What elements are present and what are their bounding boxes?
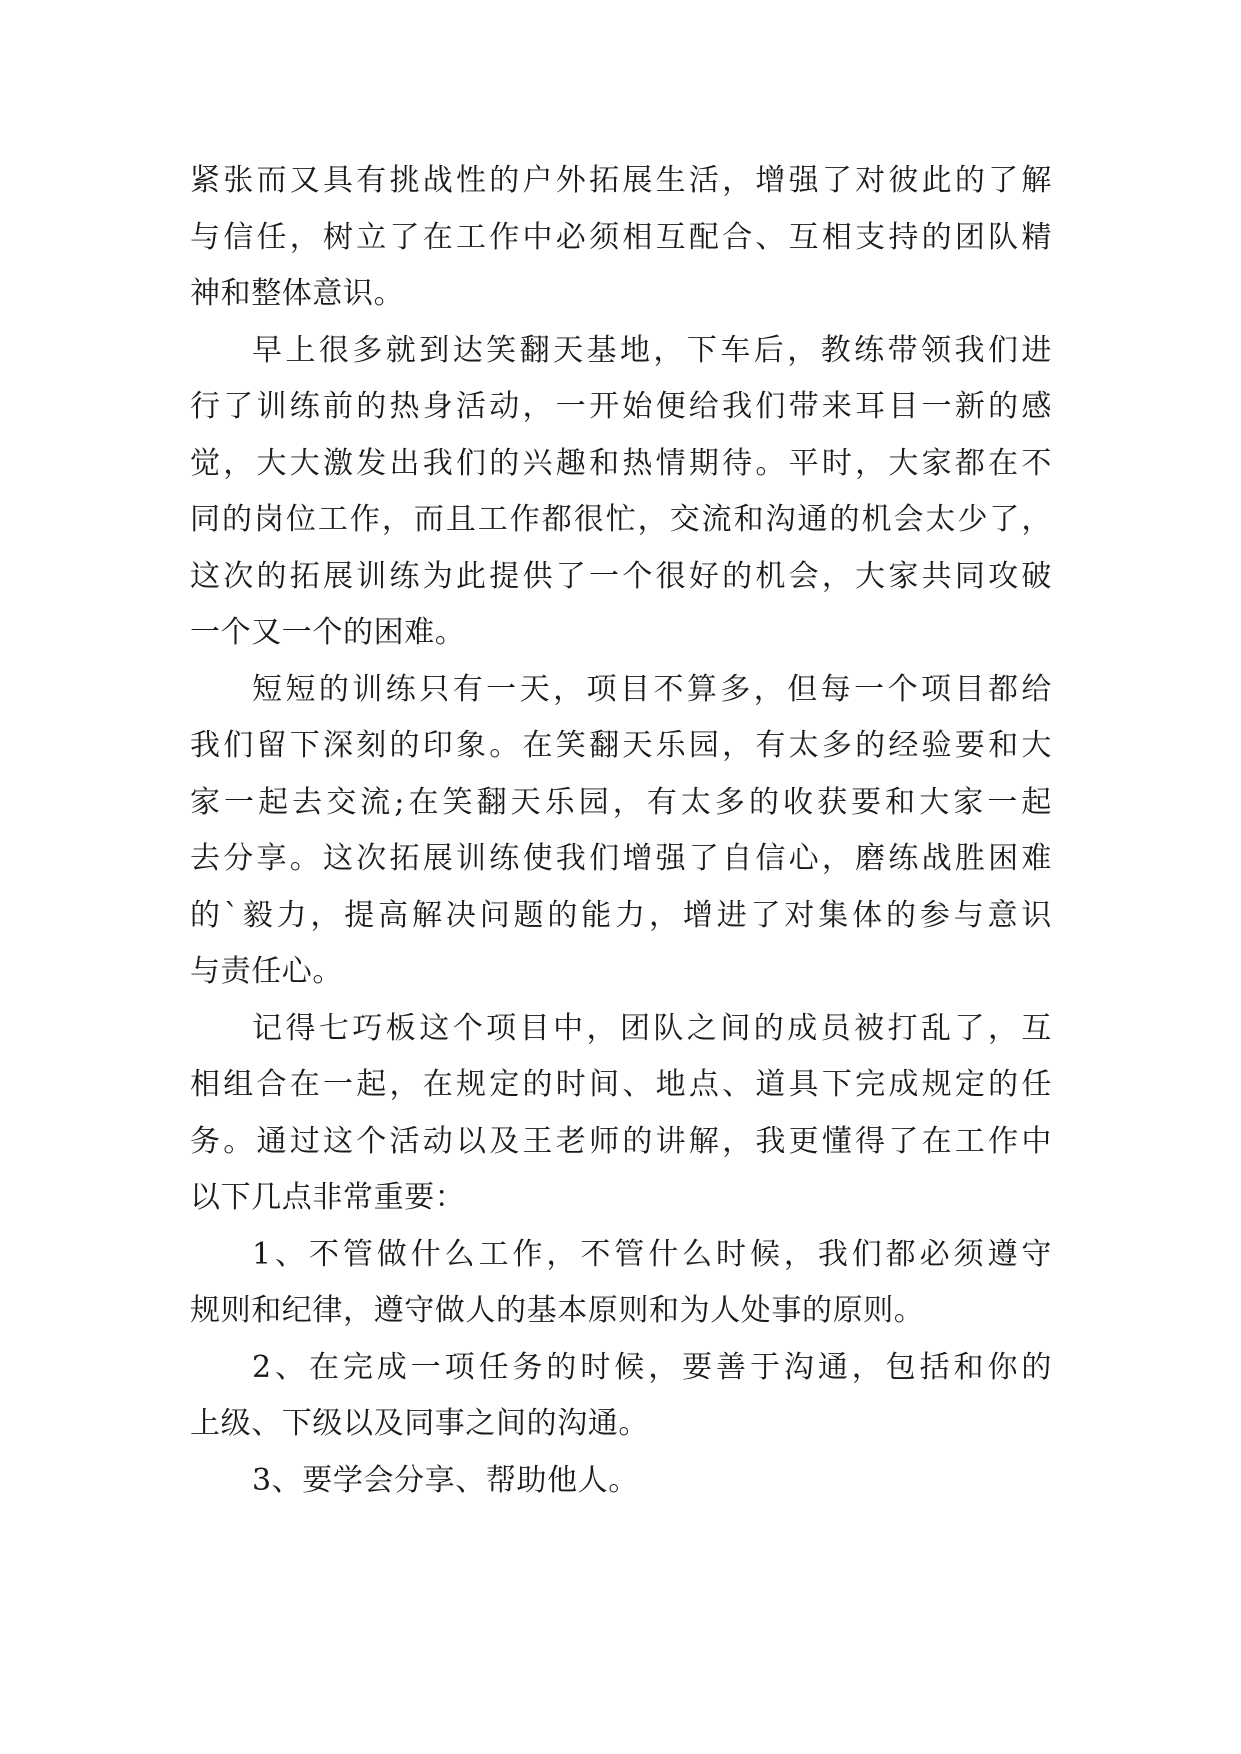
paragraph-line: 上级、下级以及同事之间的沟通。 <box>190 1406 649 1441</box>
paragraph-line: 1、不管做什么工作，不管什么时候，我们都必须遵守 <box>252 1236 1052 1272</box>
paragraph-line: 早上很多就到达笑翻天基地，下车后，教练带领我们进 <box>252 332 1052 368</box>
paragraph-line: 这次的拓展训练为此提供了一个很好的机会，大家共同攻破 <box>190 558 1052 594</box>
paragraph-2 <box>190 323 1052 662</box>
paragraph-line: 的`毅力，提高解决问题的能力，增进了对集体的参与意识 <box>190 897 1052 933</box>
paragraph-line: 与信任，树立了在工作中必须相互配合、互相支持的团队精 <box>190 219 1052 255</box>
paragraph-line: 规则和纪律，遵守做人的基本原则和为人处事的原则。 <box>190 1293 925 1328</box>
paragraph-line: 行了训练前的热身活动，一开始便给我们带来耳目一新的感 <box>190 389 1052 424</box>
paragraph-line: 同的岗位工作，而且工作都很忙，交流和沟通的机会太少了， <box>190 502 1052 537</box>
paragraph-line: 与责任心。 <box>190 954 343 989</box>
paragraph-line: 2、在完成一项任务的时候，要善于沟通，包括和你的 <box>252 1349 1052 1385</box>
paragraph-5 <box>190 1227 1052 1340</box>
paragraph-line: 务。通过这个活动以及王老师的讲解，我更懂得了在工作中 <box>190 1123 1052 1159</box>
paragraph-6 <box>190 1340 1052 1453</box>
paragraph-line: 紧张而又具有挑战性的户外拓展生活，增强了对彼此的了解 <box>190 163 1052 198</box>
paragraph-line: 以下几点非常重要： <box>190 1180 466 1215</box>
paragraph-line: 短短的训练只有一天，项目不算多，但每一个项目都给 <box>252 671 1052 707</box>
paragraph-line: 记得七巧板这个项目中，团队之间的成员被打乱了，互 <box>252 1010 1052 1046</box>
paragraph-7 <box>190 1453 1052 1510</box>
paragraph-4 <box>190 1001 1052 1227</box>
paragraph-line: 相组合在一起，在规定的时间、地点、道具下完成规定的任 <box>190 1067 1052 1102</box>
paragraph-1 <box>190 153 1052 323</box>
paragraph-line: 觉，大大激发出我们的兴趣和热情期待。平时，大家都在不 <box>190 445 1052 481</box>
paragraph-3 <box>190 662 1052 1001</box>
paragraph-line: 我们留下深刻的印象。在笑翻天乐园，有太多的经验要和大 <box>190 728 1052 763</box>
paragraph-line: 家一起去交流;在笑翻天乐园，有太多的收获要和大家一起 <box>190 784 1052 820</box>
paragraph-line: 3、要学会分享、帮助他人。 <box>252 1462 639 1498</box>
paragraph-line: 一个又一个的困难。 <box>190 615 466 650</box>
paragraph-line: 神和整体意识。 <box>190 276 405 311</box>
document-body <box>190 153 1052 1509</box>
paragraph-line: 去分享。这次拓展训练使我们增强了自信心，磨练战胜困难 <box>190 841 1052 876</box>
